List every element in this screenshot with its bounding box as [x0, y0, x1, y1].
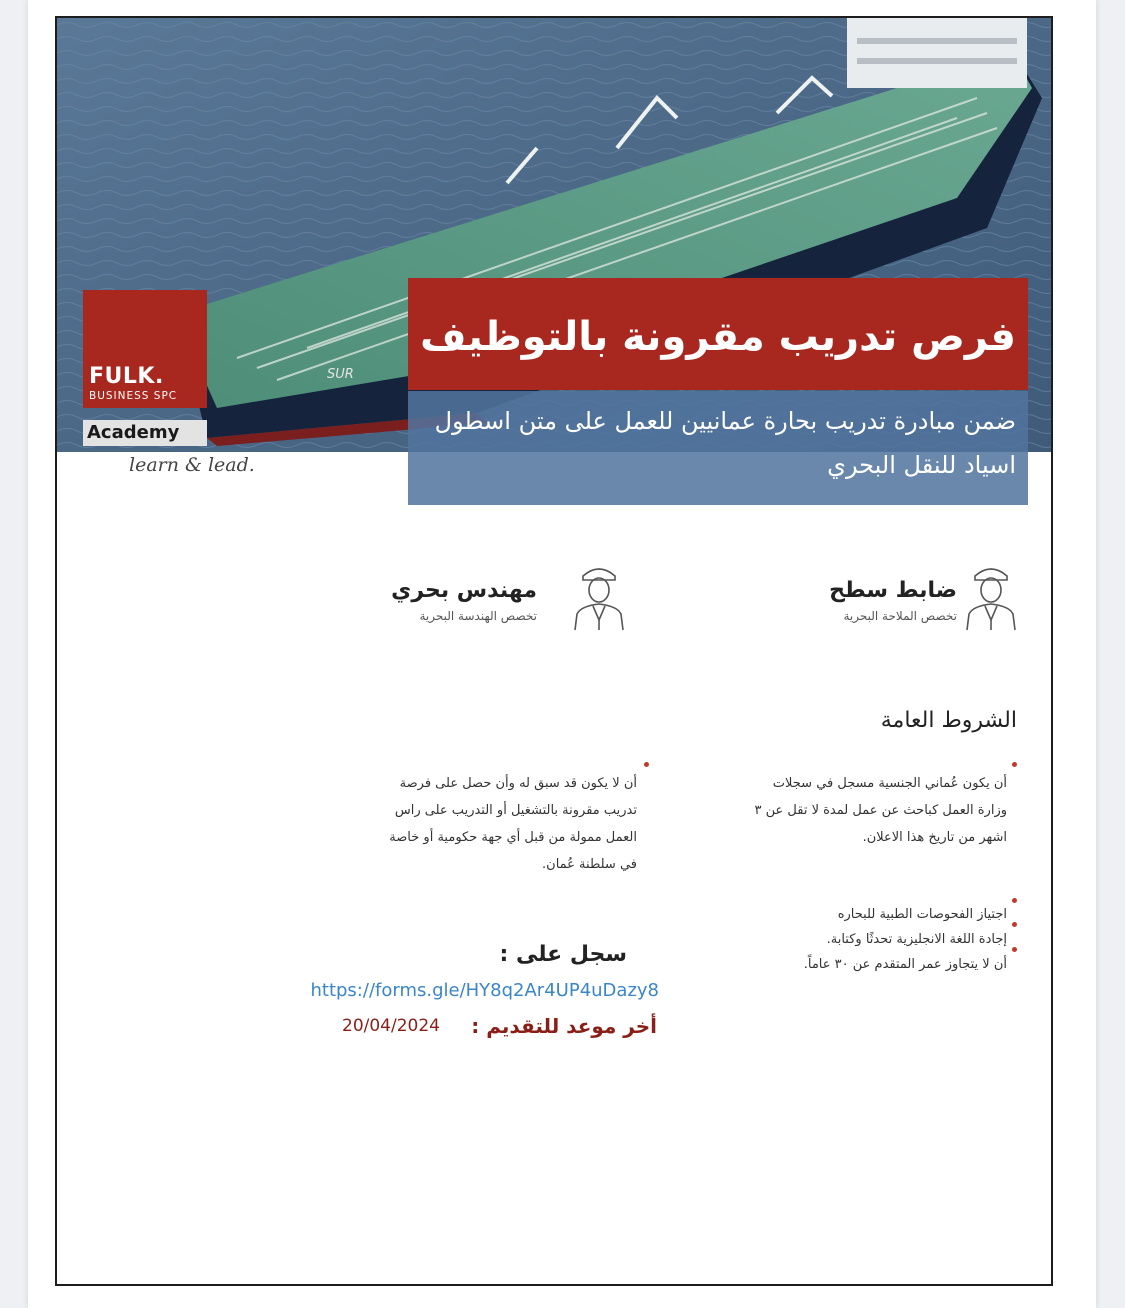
role-marine-engineer — [337, 578, 537, 623]
sailor-engineer-icon — [571, 562, 627, 632]
sailor-officer-icon — [963, 562, 1019, 632]
title-banner: فرص تدريب مقرونة بالتوظيف — [408, 278, 1028, 390]
subtitle-line-2: اسياد للنقل البحري — [827, 451, 1016, 479]
bullet-dot — [644, 762, 649, 767]
subtitle-banner — [408, 391, 1028, 505]
condition-registration — [707, 770, 1007, 851]
bullet-dot — [1012, 762, 1017, 767]
deadline-date: 20/04/2024 — [342, 1016, 440, 1036]
bullet-dot — [1012, 922, 1017, 927]
logo-academy: Academy — [83, 420, 207, 446]
deadline-label: أخر موعد للتقديم : — [471, 1014, 657, 1038]
condition-line: اجتياز الفحوصات الطبية للبحاره — [837, 907, 1007, 922]
condition-line: إجادة اللغة الانجليزية تحدثًا وكتابة. — [826, 932, 1007, 947]
condition-line: أن لا يتجاوز عمر المتقدم عن ٣٠ عاماً. — [803, 957, 1007, 972]
role-specialization: تخصص الملاحة البحرية — [843, 609, 957, 623]
condition-line: في سلطنة عُمان. — [542, 857, 637, 872]
condition-line: وزارة العمل كباحث عن عمل لمدة لا تقل عن ٣ — [754, 803, 1007, 818]
condition-line: أن يكون عُماني الجنسية مسجل في سجلات — [772, 776, 1007, 791]
logo-subtitle: BUSINESS SPC — [89, 390, 178, 402]
flyer-frame — [55, 16, 1053, 1286]
condition-line: العمل ممولة من قبل أي جهة حكومية أو خاصة — [389, 830, 637, 845]
role-title: مهندس بحري — [391, 578, 537, 603]
role-title: ضابط سطح — [829, 578, 957, 603]
condition-line: أن لا يكون قد سبق له وأن حصل على فرصة — [399, 776, 637, 791]
role-specialization: تخصص الهندسة البحرية — [419, 609, 537, 623]
registration-link[interactable]: https://forms.gle/HY8q2Ar4UP4uDazy8 — [310, 980, 659, 1001]
condition-line: تدريب مقرونة بالتشغيل أو التدريب على راس — [394, 803, 637, 818]
bullet-dot — [1012, 898, 1017, 903]
condition-line: اشهر من تاريخ هذا الاعلان. — [862, 830, 1007, 845]
ship-name-label: SUR — [327, 367, 354, 382]
logo-tagline: learn & lead. — [129, 454, 255, 476]
bullet-dot — [1012, 947, 1017, 952]
fulk-logo — [83, 290, 207, 408]
condition-no-prior-training — [327, 770, 637, 878]
conditions-heading: الشروط العامة — [880, 708, 1017, 733]
subtitle-line-1: ضمن مبادرة تدريب بحارة عمانيين للعمل على متن اسطول — [434, 407, 1016, 435]
role-deck-officer — [757, 578, 957, 623]
condition-extra-list — [707, 902, 1007, 977]
register-label: سجل على : — [499, 942, 627, 967]
logo-name: FULK. — [89, 364, 164, 389]
